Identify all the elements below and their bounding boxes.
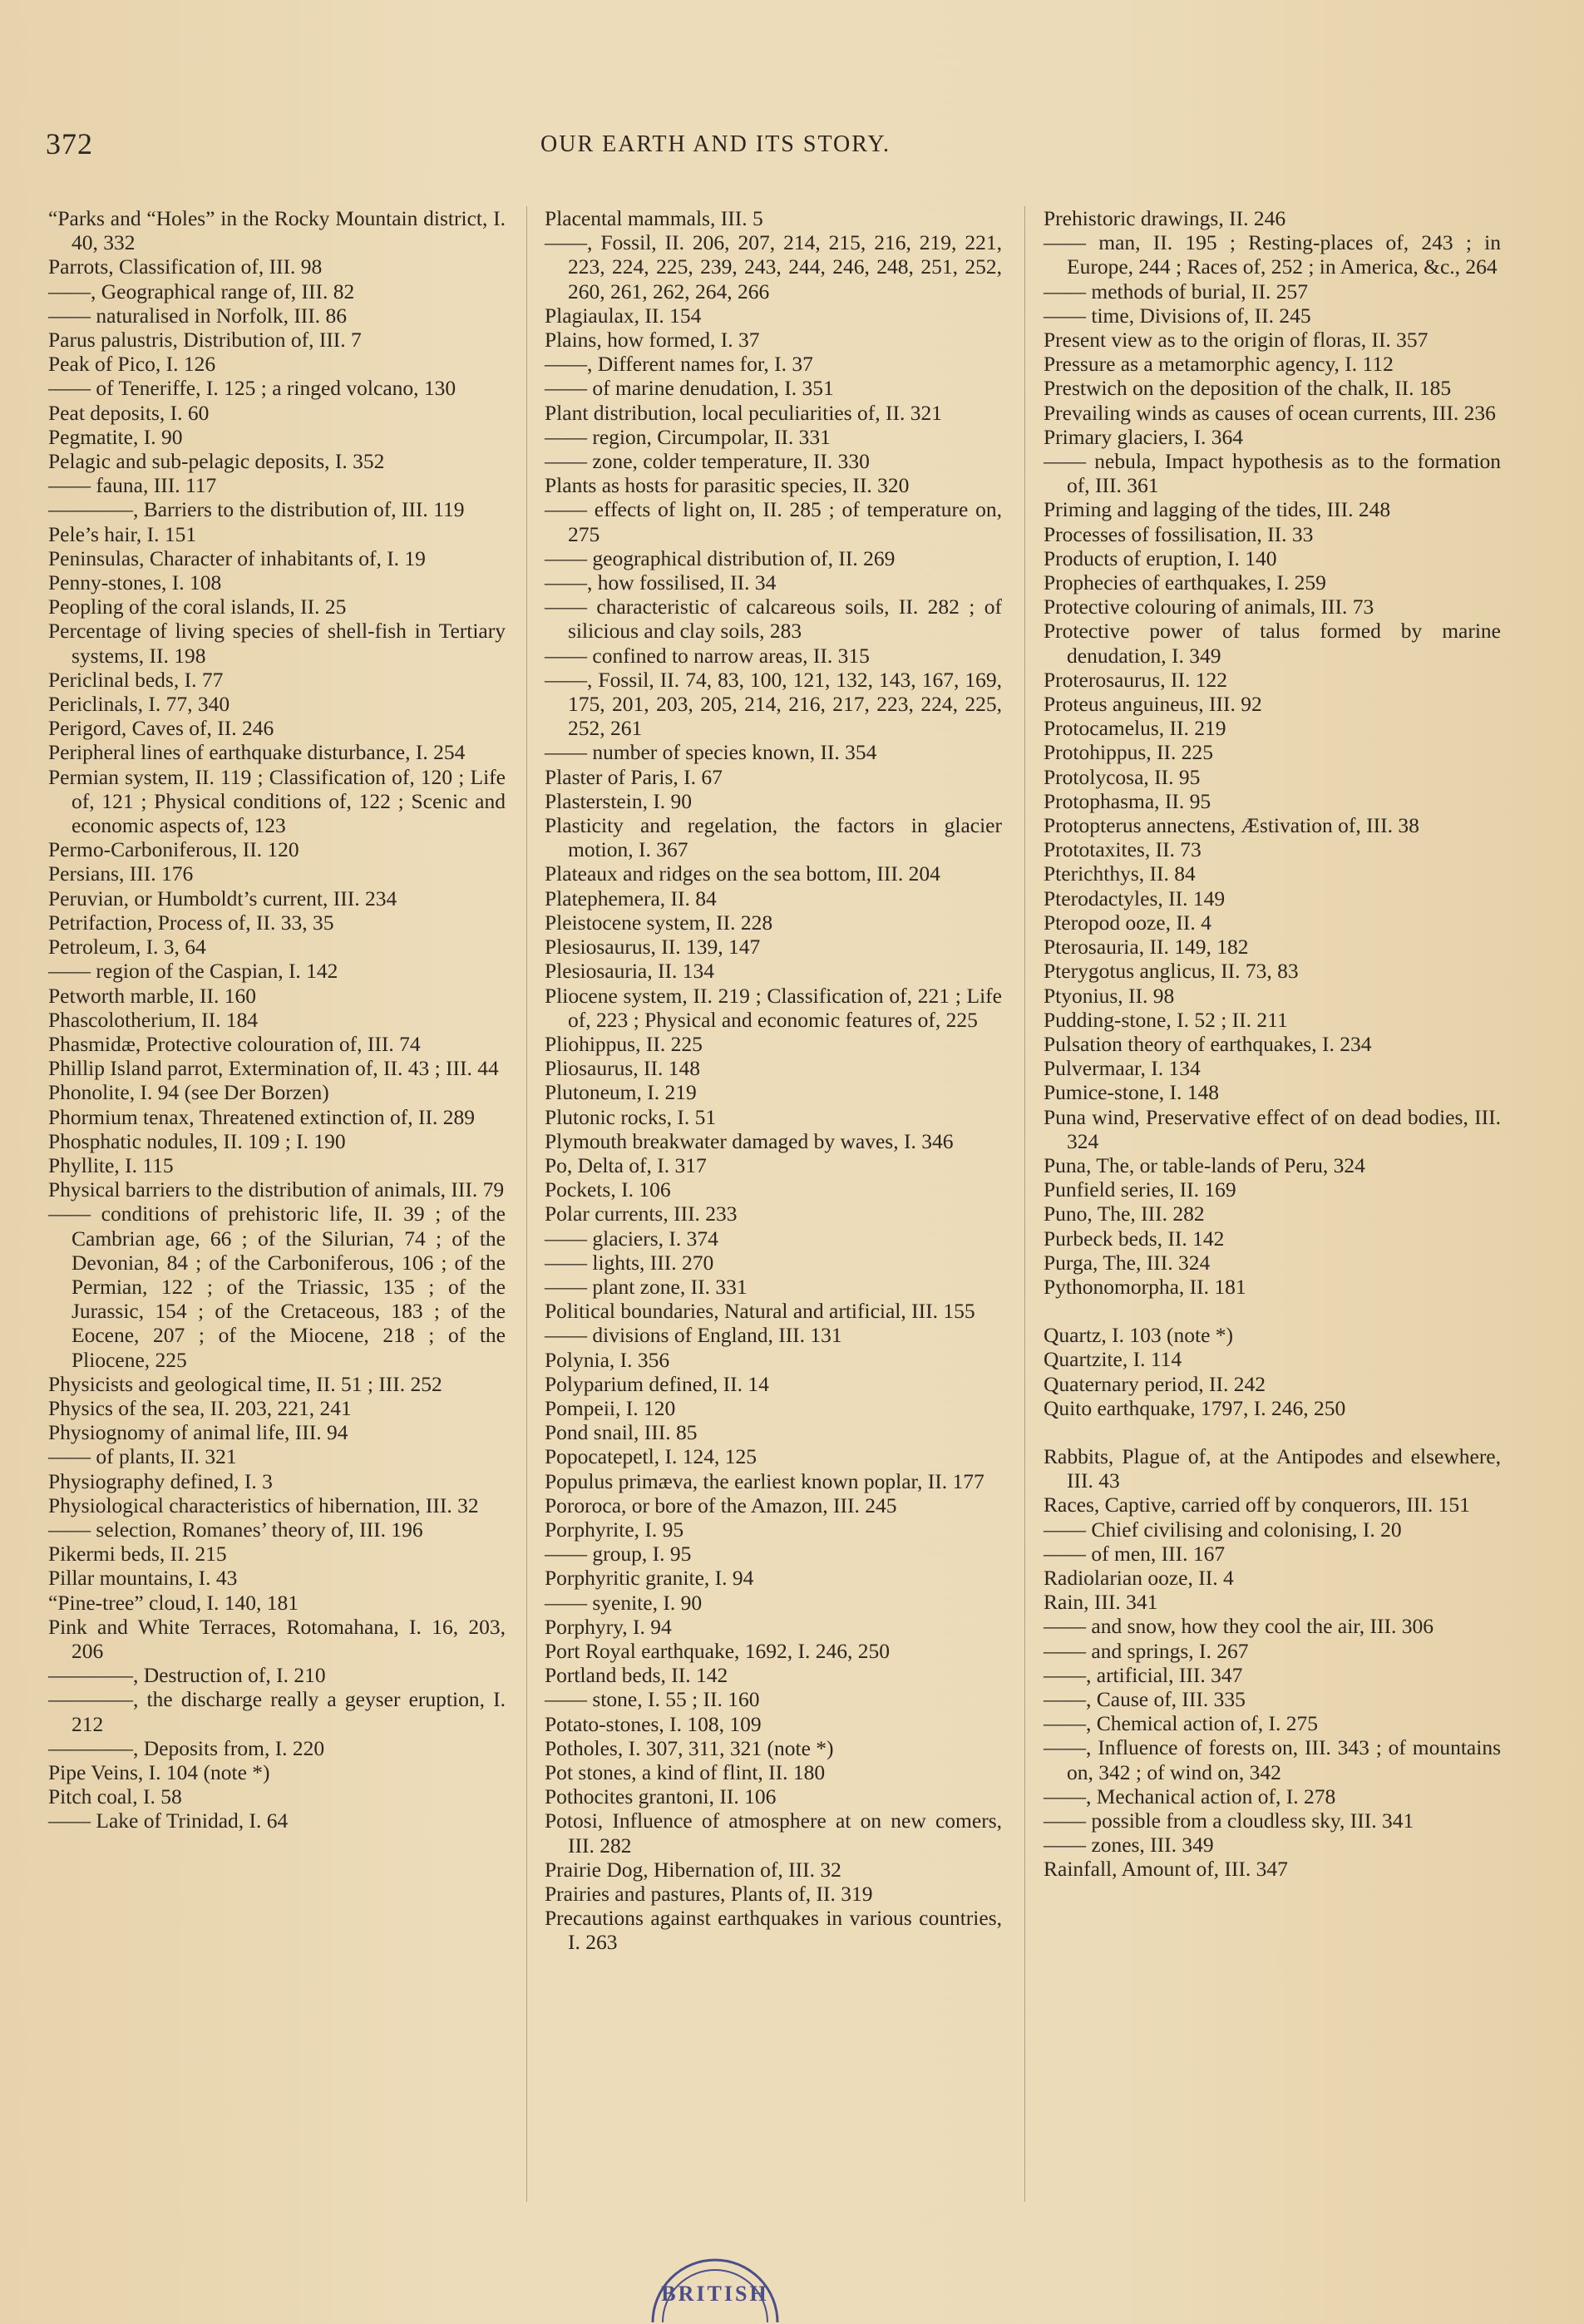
index-entry: —— zones, III. 349 (1044, 1833, 1214, 1858)
index-entry: Pterosauria, II. 149, 182 (1044, 935, 1249, 960)
index-entry: ——, Fossil, II. 74, 83, 100, 121, 132, 143, 167, 169, 175, 201, 203, 205, 214, 216, 217, 223, 224, 225, 252, 261 (545, 667, 1002, 741)
index-entry: Pumice-stone, I. 148 (1044, 1080, 1220, 1105)
index-entry: Pink and White Terraces, Rotomahana, I. 16, 203, 206 (48, 1614, 506, 1663)
index-entry: Protective colouring of animals, III. 73 (1044, 595, 1374, 619)
index-entry: Periclinal beds, I. 77 (48, 667, 224, 692)
index-entry: Port Royal earthquake, 1692, I. 246, 250 (545, 1638, 891, 1663)
index-entry: Physics of the sea, II. 203, 221, 241 (48, 1395, 352, 1420)
index-entry: Pulvermaar, I. 134 (1044, 1056, 1201, 1081)
index-entry: Purbeck beds, II. 142 (1044, 1226, 1225, 1251)
index-entry: Protophasma, II. 95 (1044, 788, 1211, 813)
index-entry: Pikermi beds, II. 215 (48, 1542, 227, 1567)
index-entry: ————, Barriers to the distribution of, III. 119 (48, 497, 465, 522)
index-entry: Proteus anguineus, III. 92 (1044, 692, 1262, 717)
index-entry: Plateaux and ridges on the sea bottom, III. 204 (545, 861, 940, 886)
index-entry: —— lights, III. 270 (545, 1250, 714, 1275)
index-entry: Potato-stones, I. 108, 109 (545, 1711, 762, 1736)
index-entry: Rabbits, Plague of, at the Antipodes and elsewhere, III. 43 (1044, 1443, 1501, 1493)
index-entry: —— possible from a cloudless sky, III. 341 (1044, 1808, 1414, 1833)
index-entry: Phonolite, I. 94 (see Der Borzen) (48, 1080, 329, 1105)
index-entry: —— glaciers, I. 374 (545, 1226, 718, 1251)
index-entry: “Pine-tree” cloud, I. 140, 181 (48, 1590, 299, 1615)
index-entry: Peninsulas, Character of inhabitants of, I. 19 (48, 545, 426, 570)
index-entry: Pliosaurus, II. 148 (545, 1056, 700, 1081)
index-entry: Plains, how formed, I. 37 (545, 328, 760, 353)
index-entry: Petrifaction, Process of, II. 33, 35 (48, 910, 334, 935)
index-entry: —— geographical distribution of, II. 269 (545, 545, 896, 570)
index-entry: Percentage of living species of shell-fish in Tertiary systems, II. 198 (48, 619, 506, 668)
index-entry: Puna wind, Preservative effect of on dead bodies, III. 324 (1044, 1104, 1501, 1153)
index-entry: Permian system, II. 119 ; Classification of, 120 ; Life of, 121 ; Physical conditions of, 122 ; Scenic and economic aspects of, 123 (48, 764, 506, 838)
index-entry: Protocamelus, II. 219 (1044, 716, 1226, 741)
index-entry: Prototaxites, II. 73 (1044, 837, 1202, 862)
index-entry: —— naturalised in Norfolk, III. 86 (48, 303, 348, 328)
index-entry: Quaternary period, II. 242 (1044, 1371, 1266, 1396)
index-entry: —— syenite, I. 90 (545, 1590, 703, 1615)
index-entry: Pterichthys, II. 84 (1044, 861, 1196, 886)
index-entry: Phascolotherium, II. 184 (48, 1007, 259, 1032)
index-entry: Petroleum, I. 3, 64 (48, 935, 206, 960)
index-entry: Phyllite, I. 115 (48, 1152, 174, 1177)
index-entry: Products of eruption, I. 140 (1044, 545, 1277, 570)
index-entry: Pegmatite, I. 90 (48, 424, 183, 449)
index-entry: —— and snow, how they cool the air, III. 306 (1044, 1614, 1433, 1639)
index-entry: Populus primæva, the earliest known poplar, II. 177 (545, 1468, 984, 1493)
page-number: 372 (46, 127, 93, 160)
index-entry: ————, Deposits from, I. 220 (48, 1735, 325, 1760)
index-entry: Pipe Veins, I. 104 (note *) (48, 1760, 270, 1784)
index-entry: —— man, II. 195 ; Resting-places of, 243 ; in Europe, 244 ; Races of, 252 ; in America, &c., 264 (1044, 230, 1501, 279)
index-entry: Phosphatic nodules, II. 109 ; I. 190 (48, 1128, 346, 1153)
index-entry: Physical barriers to the distribution of animals, III. 79 (48, 1177, 505, 1202)
index-entry: —— fauna, III. 117 (48, 473, 217, 498)
index-entry: Pythonomorpha, II. 181 (1044, 1274, 1246, 1299)
index-entry: Pressure as a metamorphic agency, I. 112 (1044, 352, 1394, 377)
index-entry: Porphyritic granite, I. 94 (545, 1566, 754, 1591)
index-entry: Pororoca, or bore of the Amazon, III. 245 (545, 1493, 897, 1517)
index-entry: ——, Influence of forests on, III. 343 ; of mountains on, 342 ; of wind on, 342 (1044, 1735, 1501, 1784)
index-entry: —— confined to narrow areas, II. 315 (545, 643, 870, 668)
index-entry: ——, how fossilised, II. 34 (545, 570, 777, 595)
index-entry: —— stone, I. 55 ; II. 160 (545, 1687, 760, 1712)
index-entry: Pond snail, III. 85 (545, 1420, 698, 1445)
index-entry: Pockets, I. 106 (545, 1177, 671, 1202)
index-entry: Pulsation theory of earthquakes, I. 234 (1044, 1031, 1372, 1056)
index-entry: Present view as to the origin of floras, II. 357 (1044, 328, 1429, 353)
index-entry: Polyparium defined, II. 14 (545, 1371, 769, 1396)
index-entry: “Parks and “Holes” in the Rocky Mountain district, I. 40, 332 (48, 206, 506, 255)
index-entry: —— number of species known, II. 354 (545, 740, 877, 765)
index-entry: Primary glaciers, I. 364 (1044, 424, 1244, 449)
index-entry: ——, Different names for, I. 37 (545, 352, 813, 377)
index-entry: Pteropod ooze, II. 4 (1044, 910, 1211, 935)
index-entry: Ptyonius, II. 98 (1044, 983, 1175, 1008)
index-entry: Prevailing winds as causes of ocean currents, III. 236 (1044, 400, 1496, 425)
index-entry: Prestwich on the deposition of the chalk, II. 185 (1044, 376, 1452, 401)
index-entry: Pleistocene system, II. 228 (545, 910, 773, 935)
index-entry: Plagiaulax, II. 154 (545, 303, 702, 328)
index-entry: Penny-stones, I. 108 (48, 570, 222, 595)
index-entry: Quartz, I. 103 (note *) (1044, 1323, 1234, 1348)
index-entry: Peripheral lines of earthquake disturbance, I. 254 (48, 740, 466, 765)
index-entry: Plasterstein, I. 90 (545, 788, 693, 813)
index-column-3 (1044, 206, 1501, 1882)
column-rule-left (526, 206, 527, 2202)
index-entry: Pliocene system, II. 219 ; Classification of, 221 ; Life of, 223 ; Physical and economic features of, 225 (545, 983, 1002, 1032)
index-entry: Portland beds, II. 142 (545, 1663, 728, 1688)
index-entry: Porphyrite, I. 95 (545, 1517, 684, 1542)
index-entry: —— conditions of prehistoric life, II. 39 ; of the Cambrian age, 66 ; of the Silurian, 74 ; of the Devonian, 84 ; of the Carboniferous, 106 ; of the Permian, 122 ; of the Triassic, 135 ; of the Jurassic, 154 ; of the Cretaceous, 183 ; of the Eocene, 207 ; of the Miocene, 218 ; of the Pliocene, 225 (48, 1201, 506, 1372)
index-entry: Priming and lagging of the tides, III. 248 (1044, 497, 1391, 522)
index-entry: Pudding-stone, I. 52 ; II. 211 (1044, 1007, 1288, 1032)
index-entry: ——, Fossil, II. 206, 207, 214, 215, 216, 219, 221, 223, 224, 225, 239, 243, 244, 246, 248, 251, 252, 260, 261, 262, 264, 266 (545, 230, 1002, 303)
index-entry: Phillip Island parrot, Extermination of, II. 43 ; III. 44 (48, 1056, 499, 1081)
index-entry: —— time, Divisions of, II. 245 (1044, 303, 1311, 328)
index-entry: Prairie Dog, Hibernation of, III. 32 (545, 1857, 841, 1882)
index-entry: Pele’s hair, I. 151 (48, 521, 197, 546)
index-entry: Polar currents, III. 233 (545, 1201, 738, 1226)
index-entry: ————, Destruction of, I. 210 (48, 1663, 326, 1688)
index-entry: —— nebula, Impact hypothesis as to the formation of, III. 361 (1044, 449, 1501, 498)
index-entry: Plaster of Paris, I. 67 (545, 764, 723, 789)
index-entry: Physiological characteristics of hibernation, III. 32 (48, 1493, 479, 1517)
index-entry: Proterosaurus, II. 122 (1044, 667, 1227, 692)
index-entry: Peopling of the coral islands, II. 25 (48, 595, 347, 619)
index-entry: —— Lake of Trinidad, I. 64 (48, 1808, 289, 1833)
index-entry: —— of plants, II. 321 (48, 1444, 237, 1469)
index-entry: —— zone, colder temperature, II. 330 (545, 449, 870, 474)
index-entry: —— of marine denudation, I. 351 (545, 376, 834, 401)
index-entry: Periclinals, I. 77, 340 (48, 692, 230, 717)
library-stamp-text: BRITISH (661, 2282, 769, 2306)
index-entry: Quito earthquake, 1797, I. 246, 250 (1044, 1395, 1346, 1420)
running-title: OUR EARTH AND ITS STORY. (540, 131, 891, 157)
index-column-2 (545, 206, 1002, 1955)
index-entry: Pot stones, a kind of flint, II. 180 (545, 1760, 826, 1784)
index-entry: Phasmidæ, Protective colouration of, III. 74 (48, 1031, 421, 1056)
index-entry: —— methods of burial, II. 257 (1044, 279, 1308, 303)
index-entry: Plesiosauria, II. 134 (545, 959, 714, 984)
index-entry: Protolycosa, II. 95 (1044, 764, 1201, 789)
index-entry: Platephemera, II. 84 (545, 886, 717, 910)
index-entry: Rain, III. 341 (1044, 1590, 1158, 1615)
index-entry: Precautions against earthquakes in various countries, I. 263 (545, 1906, 1002, 1955)
index-entry: Pliohippus, II. 225 (545, 1031, 703, 1056)
index-entry: Peak of Pico, I. 126 (48, 352, 216, 377)
index-entry: Physicists and geological time, II. 51 ; III. 252 (48, 1371, 442, 1396)
index-entry: Persians, III. 176 (48, 861, 194, 886)
index-entry: Radiolarian ooze, II. 4 (1044, 1565, 1234, 1590)
index-entry: Puno, The, III. 282 (1044, 1201, 1205, 1226)
index-entry: Plesiosaurus, II. 139, 147 (545, 935, 761, 960)
index-entry: Polynia, I. 356 (545, 1347, 670, 1372)
index-entry: —— characteristic of calcareous soils, II. 282 ; of silicious and clay soils, 283 (545, 595, 1002, 644)
index-entry: ——, Mechanical action of, I. 278 (1044, 1784, 1336, 1808)
index-entry: Parrots, Classification of, III. 98 (48, 254, 323, 279)
index-entry: Pothocites grantoni, II. 106 (545, 1784, 777, 1809)
index-entry: Physiognomy of animal life, III. 94 (48, 1420, 348, 1445)
index-entry: —— effects of light on, II. 285 ; of temperature on, 275 (545, 497, 1002, 546)
index-entry: Peruvian, or Humboldt’s current, III. 234 (48, 886, 397, 910)
index-entry: Phormium tenax, Threatened extinction of, II. 289 (48, 1104, 475, 1129)
index-entry: Plutonic rocks, I. 51 (545, 1104, 717, 1129)
index-entry: Plasticity and regelation, the factors in glacier motion, I. 367 (545, 813, 1002, 862)
index-entry: ——, Geographical range of, III. 82 (48, 279, 355, 303)
index-entry: Quartzite, I. 114 (1044, 1347, 1182, 1372)
index-entry: Physiography defined, I. 3 (48, 1468, 273, 1493)
index-entry: —— of men, III. 167 (1044, 1541, 1226, 1566)
index-entry: Punfield series, II. 169 (1044, 1177, 1236, 1202)
index-entry: ————, the discharge really a geyser eruption, I. 212 (48, 1687, 506, 1736)
index-entry: Purga, The, III. 324 (1044, 1250, 1211, 1275)
index-entry: Plutoneum, I. 219 (545, 1080, 697, 1105)
index-entry: Plants as hosts for parasitic species, II. 320 (545, 473, 910, 498)
index-entry: Prehistoric drawings, II. 246 (1044, 206, 1286, 230)
index-entry: —— divisions of England, III. 131 (545, 1323, 842, 1348)
index-entry: Potholes, I. 307, 311, 321 (note *) (545, 1735, 834, 1760)
index-entry: Pompeii, I. 120 (545, 1395, 676, 1420)
column-rule-right (1024, 206, 1025, 2202)
index-entry: Placental mammals, III. 5 (545, 206, 763, 230)
index-entry: Protopterus annectens, Æstivation of, III. 38 (1044, 813, 1419, 838)
index-entry: Processes of fossilisation, II. 33 (1044, 521, 1314, 546)
index-entry: Prairies and pastures, Plants of, II. 319 (545, 1882, 873, 1907)
index-entry: Rainfall, Amount of, III. 347 (1044, 1857, 1288, 1882)
index-entry: Plymouth breakwater damaged by waves, I. 346 (545, 1128, 954, 1153)
index-entry: Pillar mountains, I. 43 (48, 1566, 238, 1591)
index-entry: —— and springs, I. 267 (1044, 1638, 1249, 1663)
library-stamp-icon (644, 2249, 786, 2324)
index-entry: Plant distribution, local peculiarities of, II. 321 (545, 400, 943, 425)
index-entry: Prophecies of earthquakes, I. 259 (1044, 570, 1326, 595)
index-entry: Pterygotus anglicus, II. 73, 83 (1044, 959, 1299, 984)
index-entry: Protective power of talus formed by marine denudation, I. 349 (1044, 619, 1501, 668)
index-entry: Popocatepetl, I. 124, 125 (545, 1444, 757, 1469)
index-entry: Pitch coal, I. 58 (48, 1784, 182, 1809)
index-entry: Permo-Carboniferous, II. 120 (48, 837, 299, 862)
index-entry: —— region of the Caspian, I. 142 (48, 959, 338, 984)
index-entry: Puna, The, or table-lands of Peru, 324 (1044, 1152, 1365, 1177)
index-entry: Porphyry, I. 94 (545, 1614, 672, 1639)
index-entry: Races, Captive, carried off by conquerors, III. 151 (1044, 1493, 1470, 1517)
index-entry: Protohippus, II. 225 (1044, 740, 1213, 765)
index-entry: Potosi, Influence of atmosphere at on new comers, III. 282 (545, 1808, 1002, 1858)
index-entry: Pelagic and sub-pelagic deposits, I. 352 (48, 449, 385, 474)
index-entry: —— region, Circumpolar, II. 331 (545, 424, 831, 449)
index-entry: —— group, I. 95 (545, 1542, 692, 1567)
index-entry: Parus palustris, Distribution of, III. 7 (48, 328, 362, 353)
index-entry: Pterodactyles, II. 149 (1044, 886, 1226, 910)
index-entry: ——, Chemical action of, I. 275 (1044, 1711, 1319, 1736)
index-column-1 (48, 206, 506, 1833)
index-entry: —— Chief civilising and colonising, I. 20 (1044, 1517, 1402, 1542)
index-entry: —— plant zone, II. 331 (545, 1274, 748, 1299)
index-entry: Political boundaries, Natural and artificial, III. 155 (545, 1299, 975, 1324)
index-entry: —— of Teneriffe, I. 125 ; a ringed volcano, 130 (48, 376, 456, 401)
index-entry: Po, Delta of, I. 317 (545, 1152, 707, 1177)
index-entry: Peat deposits, I. 60 (48, 400, 210, 425)
index-entry: ——, Cause of, III. 335 (1044, 1686, 1246, 1711)
index-entry: —— selection, Romanes’ theory of, III. 196 (48, 1517, 423, 1542)
index-entry: ——, artificial, III. 347 (1044, 1662, 1243, 1687)
index-entry: Perigord, Caves of, II. 246 (48, 716, 274, 741)
index-entry: Petworth marble, II. 160 (48, 983, 256, 1008)
